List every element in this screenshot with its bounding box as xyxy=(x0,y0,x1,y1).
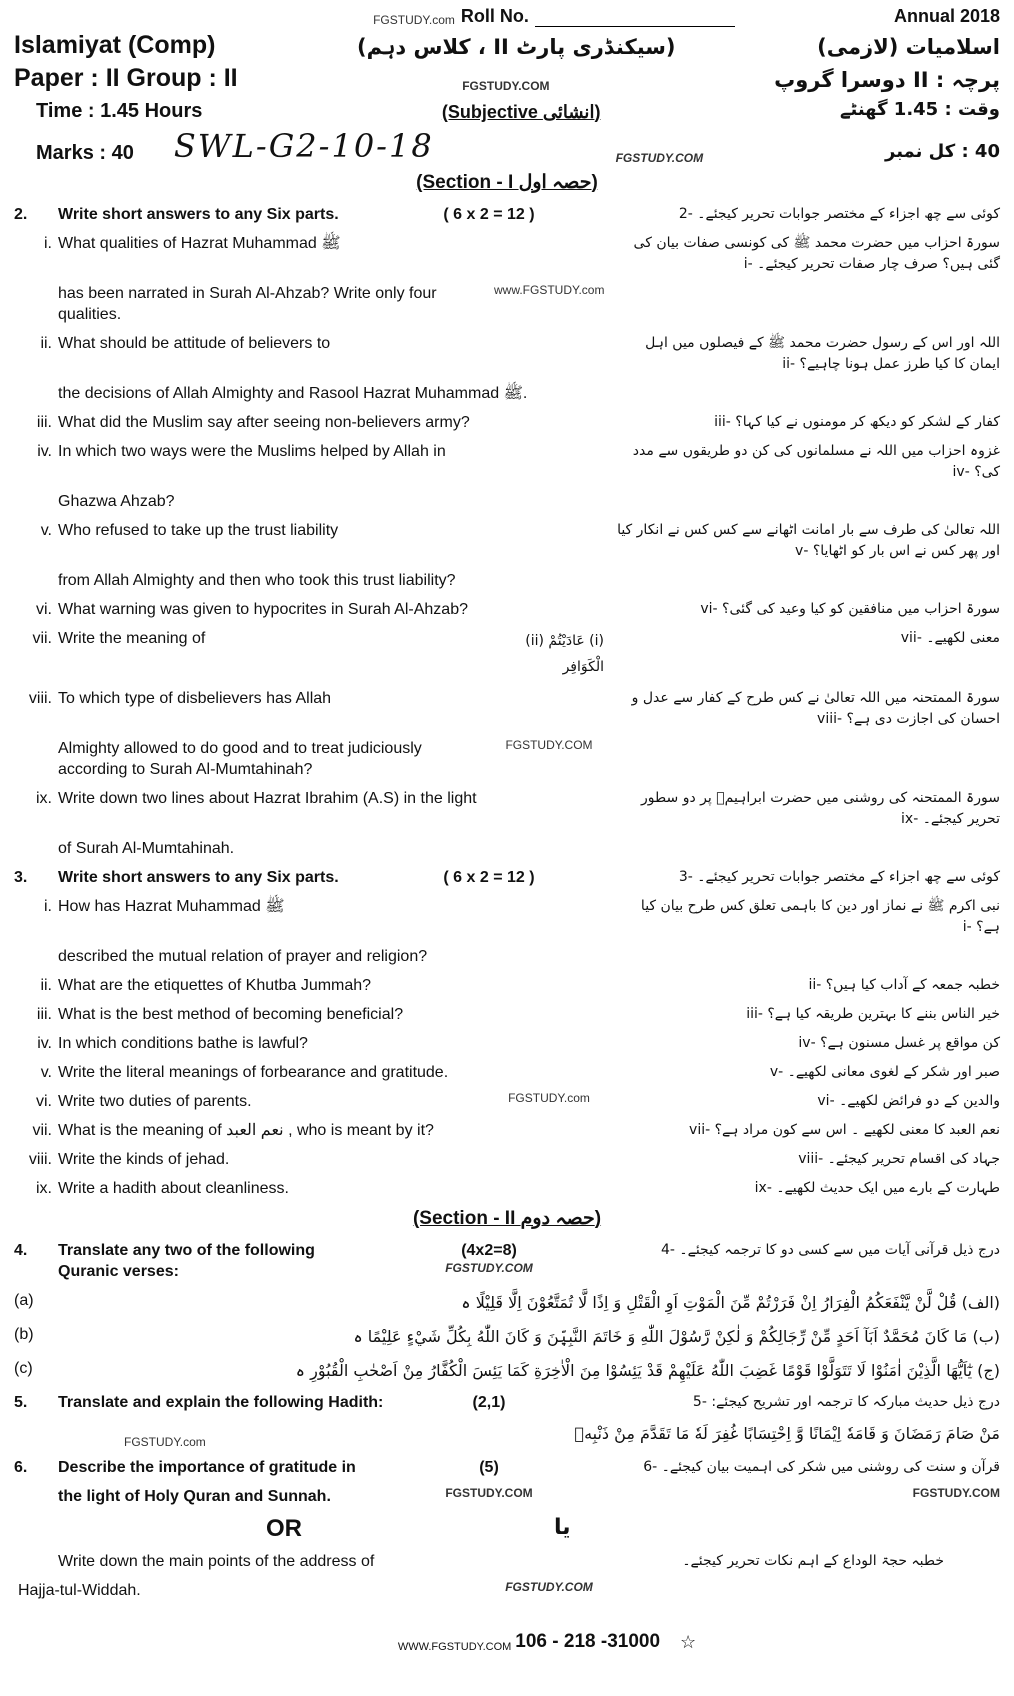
question-text-ur: اللہ تعالیٰ کی طرف سے بار امانت اٹھانے سے کس کس نے انکار کیا اور پھر کس نے اس بار کو اٹھایا؟ -v xyxy=(617,522,1000,559)
question-text: What should be attitude of believers to xyxy=(58,335,331,352)
watermark: FGSTUDY.com xyxy=(508,1091,590,1105)
verse-row xyxy=(14,1358,1000,1384)
question-line xyxy=(14,233,1000,275)
question-en xyxy=(14,975,484,996)
question-text: Almighty allowed to do good and to treat judiciously according to Surah Al-Mumtahinah? xyxy=(58,740,422,778)
section-1-heading: (Section - I حصہ اول) xyxy=(416,172,598,193)
hadith-row xyxy=(14,1421,1000,1449)
question-en xyxy=(14,628,484,649)
paper-group-ur: پرچہ : II دوسرا گروپ xyxy=(774,68,1000,92)
question-text: described the mutual relation of prayer and religion? xyxy=(58,948,428,965)
watermark: FGSTUDY.COM xyxy=(445,1486,533,1500)
question-line xyxy=(14,441,1000,483)
question-text: What is the meaning of نعم العبد , who is meant by it? xyxy=(58,1122,434,1139)
roll-no-field[interactable] xyxy=(535,9,735,27)
question-text-ur: اللہ اور اس کے رسول حضرت محمد ﷺ کے فیصلوں میں اہل ایمان کا کیا طرز عمل ہونا چاہیے؟ -ii xyxy=(645,335,1000,372)
question-line xyxy=(14,570,1000,591)
question-line xyxy=(14,788,1000,830)
question-en xyxy=(14,1033,484,1054)
question-text: Write down two lines about Hazrat Ibrahim (A.S) in the light xyxy=(58,790,477,807)
verse-label: (b) xyxy=(14,1326,34,1343)
question-text-ur: سورۃ احزاب میں حضرت محمد ﷺ کی کونسی صفات بیان کی گئی ہیں؟ صرف چار صفات تحریر کیجئے۔ -i xyxy=(633,235,1000,272)
question-number: ii. xyxy=(40,977,52,994)
question-text: the decisions of Allah Almighty and Rasool Hazrat Muhammad ﷺ. xyxy=(58,385,528,402)
question-line xyxy=(14,520,1000,562)
question-text: Write two duties of parents. xyxy=(58,1093,252,1110)
header-row-subject xyxy=(14,31,1000,60)
watermark: FGSTUDY.COM xyxy=(505,1580,593,1594)
watermark: FGSTUDY.COM xyxy=(615,151,704,165)
subjective-label: (Subjective انشائی) xyxy=(441,102,601,122)
question-en xyxy=(14,283,484,325)
question-text-ur: کفار کے لشکر کو دیکھ کر مومنوں نے کیا کہا؟ -iii xyxy=(714,414,1000,430)
question-line xyxy=(14,1091,1000,1112)
question-text-ur: طہارت کے بارے میں ایک حدیث لکھیے۔ -ix xyxy=(754,1180,1000,1196)
question-text: In which conditions bathe is lawful? xyxy=(58,1035,308,1052)
roll-no-group xyxy=(373,6,735,27)
footer xyxy=(14,1631,1000,1653)
question-en xyxy=(14,599,484,620)
question-line xyxy=(14,412,1000,433)
verse-label: (a) xyxy=(14,1292,34,1309)
class-title-ur: (سیکنڈری پارٹ II ، کلاس دہم) xyxy=(357,35,676,59)
question-en xyxy=(14,570,1000,591)
question-text-ur: جہاد کی اقسام تحریر کیجئے۔ -viii xyxy=(798,1151,1000,1167)
question-marks: (5) xyxy=(479,1459,499,1476)
question-number: iii. xyxy=(36,1006,52,1023)
question-text: What warning was given to hypocrites in Surah Al-Ahzab? xyxy=(58,601,468,618)
handwritten-code: SWL-G2-10-18 xyxy=(173,127,434,165)
question-text: Write the literal meanings of forbearance and gratitude. xyxy=(58,1064,449,1081)
question-number: ix. xyxy=(36,1180,52,1197)
verse-row xyxy=(14,1324,1000,1350)
question-line xyxy=(14,283,1000,325)
question-en xyxy=(14,946,1000,967)
question-text: has been narrated in Surah Al-Ahzab? Write only four qualities. xyxy=(58,285,437,323)
question-line xyxy=(14,383,1000,404)
question-marks: ( 6 x 2 = 12 ) xyxy=(443,206,535,223)
question-text-ur: کوئی سے چھ اجزاء کے مختصر جوابات تحریر کیجئے۔ -3 xyxy=(678,869,1000,885)
question-number xyxy=(14,491,52,512)
question-line xyxy=(14,975,1000,996)
question-line xyxy=(14,1033,1000,1054)
question-text: Ghazwa Ahzab? xyxy=(58,493,175,510)
verse-row xyxy=(14,1290,1000,1316)
question-en xyxy=(14,896,484,917)
question-6 xyxy=(14,1457,1000,1507)
question-text: Who refused to take up the trust liability xyxy=(58,522,339,539)
watermark: FGSTUDY.COM xyxy=(445,1261,533,1275)
question-number: 5. xyxy=(14,1394,28,1411)
header-row-paper xyxy=(14,64,1000,93)
question-5 xyxy=(14,1392,1000,1413)
question-text-ur: درج ذیل قرآنی آیات میں سے کسی دو کا ترجمہ کیجئے۔ -4 xyxy=(661,1242,1000,1258)
footer-site: WWW.FGSTUDY.COM xyxy=(397,1641,512,1653)
question-en xyxy=(14,1240,414,1282)
question-en xyxy=(14,1062,484,1083)
verse-text: (ج) يٰٓاَيُّهَا الَّذِيْنَ اٰمَنُوْا لَا تَتَوَلَّوْا قَوْمًا غَضِبَ اللّٰهُ عَلَيْهِمْ قَدْ يَئِسُوْا مِنَ الْاٰخِرَةِ كَمَا يَئِسَ الْكُفَّارُ مِنْ اَصْحٰبِ الْقُبُوْرِ ہ xyxy=(295,1361,1000,1380)
question-text-block xyxy=(58,1457,356,1507)
question-text-ur: سورۃ الممتحنہ کی روشنی میں حضرت ابراہیمؑ پر دو سطور تحریر کیجئے۔ -ix xyxy=(641,790,1000,827)
question-meta xyxy=(424,1392,554,1413)
question-text: Write short answers to any Six parts. xyxy=(58,206,339,223)
question-number xyxy=(14,946,52,967)
star-icon: ☆ xyxy=(680,1632,697,1652)
question-number: i. xyxy=(44,898,52,915)
question-en xyxy=(14,838,1000,859)
question-meta xyxy=(494,1091,604,1105)
question-en xyxy=(14,520,484,541)
question-meta xyxy=(424,1240,554,1275)
question-en xyxy=(14,1551,484,1601)
question-line xyxy=(14,946,1000,967)
header-row-roll xyxy=(14,6,1000,27)
question-text: What did the Muslim say after seeing non-believers army? xyxy=(58,414,470,431)
header-row-time xyxy=(14,97,1000,123)
question-line xyxy=(14,688,1000,730)
question-text-ur: خیر الناس بننے کا بہترین طریقہ کیا ہے؟ -iii xyxy=(746,1006,1000,1022)
watermark: FGSTUDY.COM xyxy=(505,738,593,752)
question-line xyxy=(14,1120,1000,1141)
question-meta xyxy=(424,867,554,888)
question-en xyxy=(14,1091,484,1112)
question-number: v. xyxy=(40,1064,52,1081)
question-line xyxy=(14,1178,1000,1199)
question-number: ii. xyxy=(40,335,52,352)
question-number xyxy=(14,283,52,325)
question-text-ur: خطبہ حجۃ الوداع کے اہم نکات تحریر کیجئے۔ xyxy=(682,1553,944,1569)
or-label: OR xyxy=(266,1515,302,1542)
question-en xyxy=(14,491,1000,512)
question-line xyxy=(14,1004,1000,1025)
question-text: Write the kinds of jehad. xyxy=(58,1151,230,1168)
watermark: FGSTUDY.COM xyxy=(912,1486,1000,1500)
watermark: www.FGSTUDY.com xyxy=(494,283,605,297)
verse-label: (c) xyxy=(14,1360,33,1377)
question-number: v. xyxy=(40,522,52,539)
question-number: 6. xyxy=(14,1459,28,1476)
question-text-ur: والدین کے دو فرائض لکھیے۔ -vi xyxy=(817,1093,1000,1109)
question-line xyxy=(14,204,1000,225)
watermark: FGSTUDY.com xyxy=(124,1435,206,1449)
question-meta xyxy=(494,738,604,752)
question-line xyxy=(14,491,1000,512)
question-text: Translate and explain the following Hadith: xyxy=(58,1394,384,1411)
question-number: viii. xyxy=(28,1151,52,1168)
time-en: Time : 1.45 Hours xyxy=(36,100,203,122)
roll-no-label: Roll No. xyxy=(460,6,529,26)
question-text: from Allah Almighty and then who took this trust liability? xyxy=(58,572,456,589)
question-en xyxy=(14,1004,484,1025)
terms-to-define: (i) عَادَيْتُمْ (ii) الْكَوَافِر xyxy=(525,633,604,675)
watermark: FGSTUDY.com xyxy=(373,13,455,27)
question-en xyxy=(14,441,484,462)
question-en xyxy=(14,1392,414,1413)
verse-text: (الف) قُلْ لَّنْ يَّنْفَعَكُمُ الْفِرَارُ اِنْ فَرَرْتُمْ مِّنَ الْمَوْتِ اَوِ الْقَتْلِ وَ اِذًا لَّا تُمَتَّعُوْنَ اِلَّا قَلِيْلًا ہ xyxy=(461,1293,1000,1312)
question-text-ur: نعم العبد کا معنی لکھیے ۔ اس سے کون مراد ہے؟ -vii xyxy=(689,1122,1000,1138)
paper-group-en: Paper : II Group : II xyxy=(14,64,238,92)
question-line xyxy=(14,333,1000,375)
question-text-ur: سورۃ الممتحنہ میں اللہ تعالیٰ نے کس طرح کے کفار سے عدل و احسان کی اجازت دی ہے؟ -viii xyxy=(631,690,1000,727)
question-number: i. xyxy=(44,235,52,252)
question-number: vii. xyxy=(32,630,52,647)
question-en xyxy=(14,204,414,225)
question-en xyxy=(14,1457,414,1507)
question-line xyxy=(14,599,1000,620)
question-text-ur: کن مواقع پر غسل مسنون ہے؟ -iv xyxy=(798,1035,1000,1051)
or-label-ur: یا xyxy=(554,1515,571,1540)
question-en xyxy=(14,383,1000,404)
question-text: of Surah Al-Mumtahinah. xyxy=(58,840,235,857)
subject-title-en: Islamiyat (Comp) xyxy=(14,31,216,59)
question-number: vi. xyxy=(36,1093,52,1110)
hadith-text: مَنْ صَامَ رَمَضَانَ وَ قَامَهٗ اِيْمَانًا وَّ اِحْتِسَابًا غُفِرَ لَهٗ مَا تَقَدَّمَ مِنْ ذَنْبِهٖ xyxy=(574,1424,1000,1443)
time-ur: وقت : 1.45 گھنٹے xyxy=(839,99,1000,120)
question-en xyxy=(14,738,484,780)
question-en xyxy=(14,333,484,354)
question-4 xyxy=(14,1240,1000,1282)
question-number xyxy=(14,838,52,859)
question-number xyxy=(14,738,52,780)
question-line xyxy=(14,867,1000,888)
question-line xyxy=(14,1149,1000,1170)
marks-en: Marks : 40 xyxy=(36,142,134,164)
question-number: 3. xyxy=(14,869,28,886)
question-text: How has Hazrat Muhammad ﷺ xyxy=(58,898,285,915)
question-text: Write down the main points of the address of xyxy=(58,1553,375,1570)
question-meta xyxy=(424,1457,554,1500)
question-marks: ( 6 x 2 = 12 ) xyxy=(443,869,535,886)
or-row xyxy=(14,1515,1000,1543)
question-en xyxy=(14,1149,484,1170)
question-text: Write short answers to any Six parts. xyxy=(58,869,339,886)
question-number: vii. xyxy=(32,1122,52,1139)
question-number: iii. xyxy=(36,414,52,431)
verse-text: (ب) مَا كَانَ مُحَمَّدٌ اَبَآ اَحَدٍ مِّنْ رِّجَالِكُمْ وَ لٰكِنْ رَّسُوْلَ اللّٰهِ وَ خَاتَمَ النَّبِيّٖنَ وَ كَانَ اللّٰهُ بِكُلِّ شَيْءٍ عَلِيْمًا ہ xyxy=(353,1327,1000,1346)
question-meta xyxy=(494,628,604,680)
question-en xyxy=(14,233,484,254)
question-text-block xyxy=(58,1240,315,1282)
section-1-questions xyxy=(14,204,1000,1199)
question-text: the light of Holy Quran and Sunnah. xyxy=(58,1488,331,1505)
question-text: In which two ways were the Muslims helped by Allah in xyxy=(58,443,446,460)
question-en xyxy=(14,788,484,809)
question-number xyxy=(14,570,52,591)
question-text-ur: غزوہ احزاب میں اللہ نے مسلمانوں کی کن دو طریقوں سے مدد کی؟ -iv xyxy=(632,443,1000,480)
question-text: Translate any two of the following xyxy=(58,1242,315,1259)
question-en xyxy=(14,867,414,888)
question-meta xyxy=(494,283,604,297)
question-en xyxy=(14,1178,484,1199)
question-text: Describe the importance of gratitude in xyxy=(58,1459,356,1476)
question-marks: (2,1) xyxy=(472,1394,506,1411)
question-line xyxy=(14,1062,1000,1083)
marks-ur: 40 : کل نمبر xyxy=(885,141,1000,162)
question-number: 4. xyxy=(14,1242,28,1259)
question-text: Quranic verses: xyxy=(58,1263,179,1280)
question-text-ur: سورۃ احزاب میں منافقین کو کیا وعید کی گئی؟ -vi xyxy=(700,601,1000,617)
question-line xyxy=(14,838,1000,859)
marks-group xyxy=(14,127,434,165)
question-text-ur: درج ذیل حدیث مبارکہ کا ترجمہ اور تشریح کیجئے: -5 xyxy=(692,1394,1000,1410)
question-number: viii. xyxy=(28,690,52,707)
paper-code: 106 - 218 -31000 xyxy=(515,1631,661,1652)
question-en xyxy=(14,1120,484,1141)
question-text-ur: کوئی سے چھ اجزاء کے مختصر جوابات تحریر کیجئے۔ -2 xyxy=(678,206,1000,222)
question-meta xyxy=(424,204,554,225)
question-6-alternative xyxy=(14,1551,1000,1601)
question-number xyxy=(14,383,52,404)
header-row-marks xyxy=(14,127,1000,165)
question-number: iv. xyxy=(37,1035,52,1052)
watermark: FGSTUDY.COM xyxy=(462,79,550,93)
question-line xyxy=(14,896,1000,938)
question-marks: (4x2=8) xyxy=(461,1242,517,1259)
question-en xyxy=(14,688,484,709)
question-number: 2. xyxy=(14,206,28,223)
question-line xyxy=(14,738,1000,780)
subject-title-ur: اسلامیات (لازمی) xyxy=(817,35,1000,59)
question-text: Write the meaning of xyxy=(58,630,206,647)
question-text: To which type of disbelievers has Allah xyxy=(58,690,332,707)
question-text: What are the etiquettes of Khutba Jummah? xyxy=(58,977,372,994)
question-number: ix. xyxy=(36,790,52,807)
question-text: Write a hadith about cleanliness. xyxy=(58,1180,289,1197)
question-text-ur: معنی لکھیے۔ -vii xyxy=(900,630,1000,646)
question-ur-block xyxy=(564,1457,1000,1500)
question-text-ur: خطبہ جمعہ کے آداب کیا ہیں؟ -ii xyxy=(808,977,1000,993)
question-text: What qualities of Hazrat Muhammad ﷺ xyxy=(58,235,341,252)
question-en xyxy=(14,412,484,433)
question-text-ur: نبی اکرم ﷺ نے نماز اور دین کا باہمی تعلق کس طرح بیان کیا ہے؟ -i xyxy=(640,898,1000,935)
exam-year: Annual 2018 xyxy=(893,6,1000,26)
question-text: Hajja-tul-Widdah. xyxy=(18,1582,141,1599)
question-text: What is the best method of becoming beneficial? xyxy=(58,1006,404,1023)
question-text-ur: صبر اور شکر کے لغوی معانی لکھیے۔ -v xyxy=(769,1064,1000,1080)
question-number: vi. xyxy=(36,601,52,618)
question-text-ur: قرآن و سنت کی روشنی میں شکر کی اہمیت بیان کیجئے۔ -6 xyxy=(643,1459,1000,1475)
question-number: iv. xyxy=(37,443,52,460)
question-line xyxy=(14,628,1000,680)
section-2-heading: (Section - II حصہ دوم) xyxy=(412,1208,602,1229)
question-meta xyxy=(494,1551,604,1594)
